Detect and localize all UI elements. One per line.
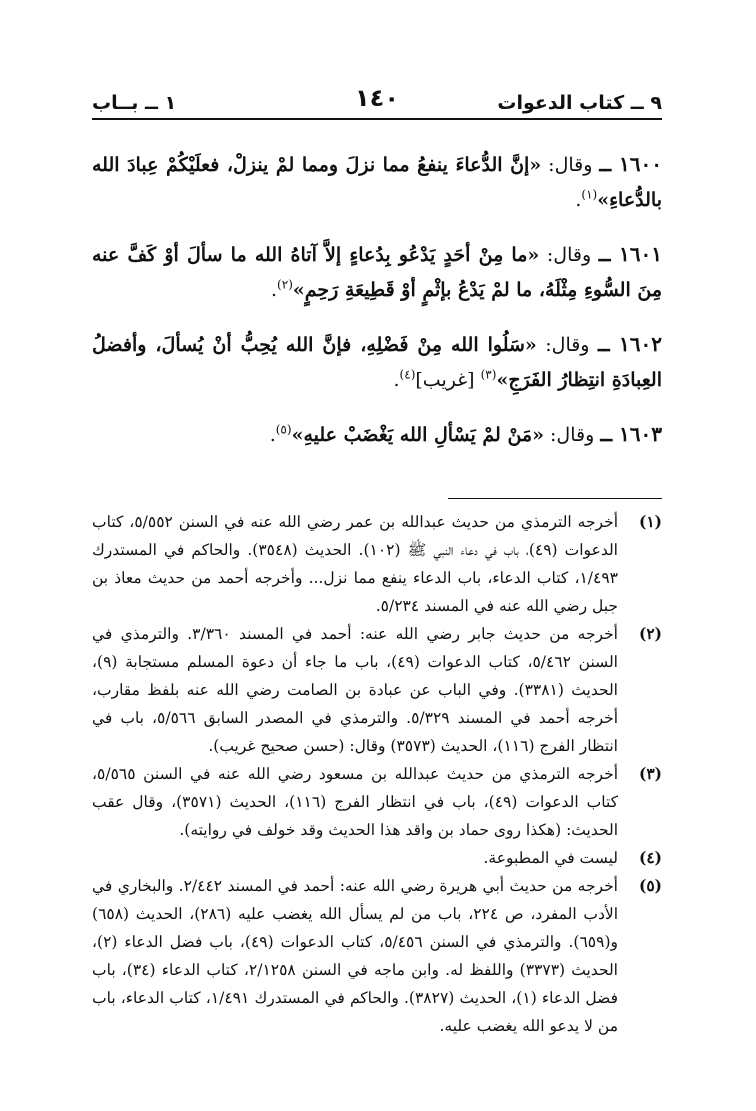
hadith-text: «إنَّ الدُّعاءَ ينفعُ مما نزلَ ومما لمْ ينزلْ، فعلَيْكُمْ عِبادَ الله بالدُّعاءِ» — [92, 154, 662, 211]
footnote-ref: (٤) — [399, 367, 416, 382]
hadith-grade: [غريب] — [415, 369, 481, 391]
footnote-number: (١) — [638, 512, 662, 531]
footnote-ref: (١) — [581, 187, 598, 202]
footnote-separator — [448, 498, 662, 499]
footnote-3 — [92, 760, 662, 844]
footnote-ref: (٢) — [277, 277, 293, 292]
hadith-1601 — [92, 237, 662, 308]
hadith-text: «سَلُوا الله مِنْ فَضْلِهِ، فإنَّ الله يُحِبُّ أنْ يُسألَ، وأفضلُ العِبادَةِ انتِظارُ الفَرَجِ» — [92, 334, 662, 391]
footnote-number: (٢) — [638, 624, 662, 643]
hadith-tail: . — [393, 369, 400, 391]
hadith-list — [92, 128, 662, 461]
hadith-number: ١٦٠٢ ــ — [597, 332, 662, 356]
hadith-tail: . — [575, 189, 582, 211]
hadith-1603 — [92, 417, 662, 453]
hadith-number: ١٦٠٣ ــ — [600, 422, 662, 446]
footnote-text: أخرجه الترمذي من حديث عبدالله بن عمر رضي الله عنه في السنن ٥/٥٥٢، كتاب الدعوات (٤٩)، باب في دعاء النبي ﷺ (١٠٢). الحديث (٣٥٤٨). والحاكم في المستدرك ١/٤٩٣، كتاب الدعاء، باب الدعاء ينفع مما نزل... وأخرجه أحمد من حديث معاذ بن جبل رضي الله عنه في المسند ٥/٢٣٤. — [92, 513, 618, 615]
header-rule — [92, 118, 662, 120]
hadith-intro: وقال: — [546, 244, 592, 266]
footnotes — [92, 508, 662, 1040]
hadith-tail: . — [269, 424, 276, 446]
hadith-intro: وقال: — [550, 424, 595, 446]
chapter-title: ٩ ــ كتاب الدعوات — [497, 92, 662, 114]
page-number: ١٤٠ — [355, 84, 399, 112]
footnote-text: أخرجه من حديث أبي هريرة رضي الله عنه: أحمد في المسند ٢/٤٤٢. والبخاري في الأدب المفرد، ص ٢٢٤، باب من لم يسأل الله يغضب عليه (٢٨٦)، الحديث (٦٥٨) و(٦٥٩). والترمذي في السنن ٥/٤٥٦، كتاب الدعوات (٤٩)، باب فضل الدعاء (٢)، الحديث (٣٣٧٣) واللفظ له. وابن ماجه في السنن ٢/١٢٥٨، كتاب الدعاء (٣٤)، باب فضل الدعاء (١)، الحديث (٣٨٢٧). والحاكم في المستدرك ١/٤٩١، كتاب الدعاء، باب من لا يدعو الله يغضب عليه. — [92, 877, 619, 1035]
hadith-text: «ما مِنْ أحَدٍ يَدْعُو بِدُعاءٍ إلاَّ آتاهُ الله ما سألَ أوْ كَفَّ عنه مِنَ السُّوءِ مِثْلَهُ، ما لمْ يَدْعُ بإثْمٍ أوْ قَطِيعَةِ رَحِمٍ» — [92, 244, 662, 301]
footnote-5 — [92, 872, 662, 1040]
footnote-text: أخرجه من حديث جابر رضي الله عنه: أحمد في المسند ٣/٣٦٠. والترمذي في السنن ٥/٤٦٢، كتاب الدعوات (٤٩)، باب ما جاء أن دعوة المسلم مستجابة (٩)، الحديث (٣٣٨١). وفي الباب عن عبادة بن الصامت رضي الله عنه بلفظ مقارب، أخرجه أحمد في المسند ٥/٣٢٩. والترمذي في المصدر السابق ٥/٥٦٦، باب في انتظار الفرج (١١٦)، الحديث (٣٥٧٣) وقال: (حسن صحيح غريب). — [92, 625, 619, 755]
footnote-text: ليست في المطبوعة. — [483, 849, 618, 867]
section-title: ١ ــ بــاب — [92, 92, 177, 114]
footnote-ref: (٣) — [480, 367, 497, 382]
hadith-1600 — [92, 147, 662, 218]
hadith-intro: وقال: — [545, 334, 590, 356]
footnote-ref: (٥) — [275, 422, 292, 437]
footnote-number: (٥) — [638, 876, 662, 895]
hadith-1602 — [92, 327, 662, 398]
hadith-number: ١٦٠٠ ــ — [599, 152, 662, 176]
footnote-text: أخرجه الترمذي من حديث عبدالله بن مسعود رضي الله عنه في السنن ٥/٥٦٥، كتاب الدعوات (٤٩)، باب في انتظار الفرج (١١٦)، الحديث (٣٥٧١)، وقال عقب الحديث: (هكذا روى حماد بن واقد هذا الحديث وقد خولف في روايته). — [92, 765, 619, 839]
footnote-1 — [92, 508, 662, 620]
hadith-number: ١٦٠١ ــ — [598, 242, 662, 266]
hadith-tail: . — [271, 279, 278, 301]
footnote-2 — [92, 620, 662, 760]
hadith-intro: وقال: — [548, 154, 593, 176]
footnote-number: (٤) — [638, 848, 662, 867]
hadith-text: «مَنْ لمْ يَسْألِ الله يَغْضَبْ عليهِ» — [291, 424, 544, 446]
footnote-4 — [92, 844, 662, 872]
footnote-number: (٣) — [638, 764, 662, 783]
running-header — [92, 82, 662, 114]
